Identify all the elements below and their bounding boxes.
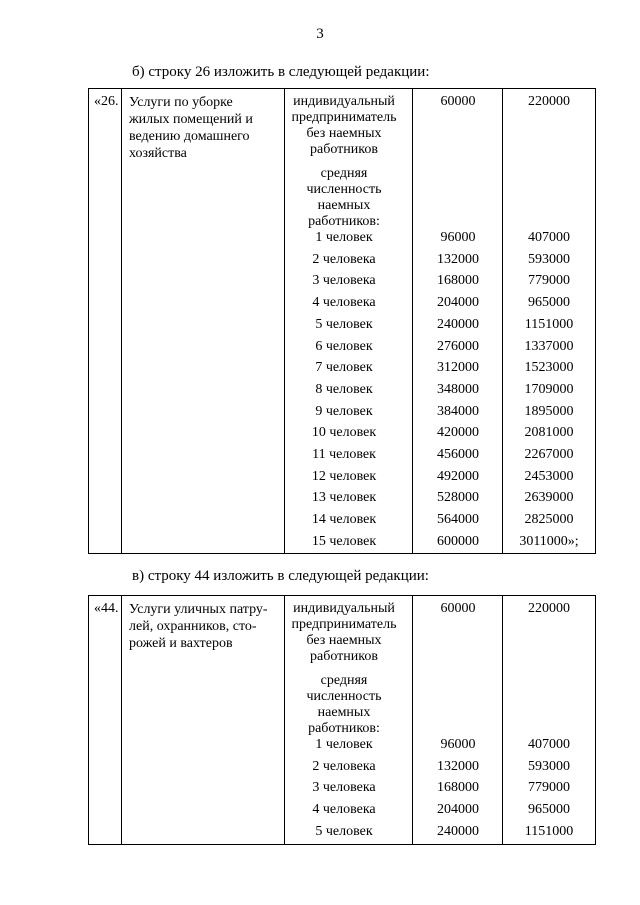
value-2: 779000 [528,273,570,289]
value-1: 168000 [437,273,479,289]
value-2: 1151000 [524,823,574,839]
average-headcount-line: работников: [308,721,380,736]
value-1: 384000 [437,403,479,419]
headcount-label: 12 человек [311,468,377,484]
value-1: 132000 [437,758,479,774]
average-headcount-line: численность [306,689,382,704]
table-row [89,737,595,759]
average-headcount-line: работников: [308,214,380,229]
table-row [89,360,595,382]
value-2: 2453000 [524,468,574,484]
table-row [89,780,595,802]
table-row [89,824,595,846]
table-row [89,534,595,556]
headcount-label: 3 человека [312,273,376,289]
sole-value-2: 220000 [528,94,570,109]
headcount-label: 9 человек [315,403,373,419]
headcount-label: 1 человек [315,230,373,245]
table-row [89,382,595,404]
value-2: 1337000 [524,338,574,354]
value-1: 600000 [437,533,479,549]
table-row [89,490,595,512]
value-2: 1151000 [524,316,574,332]
value-2: 593000 [528,251,570,267]
average-headcount-label [285,166,403,230]
value-1: 204000 [437,295,479,311]
value-1: 240000 [437,316,479,332]
average-headcount-line: численность [306,182,382,197]
value-2: 2267000 [524,447,574,462]
service-name-line: Услуги по уборке [129,95,233,110]
value-2: 965000 [528,802,570,818]
value-1: 132000 [437,251,479,267]
headcount-label: 11 человек [312,447,376,462]
average-headcount-label [285,673,403,737]
value-1: 204000 [437,802,479,818]
sole-proprietor-line: предприниматель [291,110,397,125]
value-2: 1895000 [524,403,574,419]
table-row [89,425,595,447]
sole-proprietor-line: предприниматель [291,617,397,632]
value-2: 2825000 [524,512,574,528]
row-number: «44. [94,601,119,616]
value-1: 276000 [437,338,479,354]
table-row [89,295,595,317]
headcount-label: 7 человек [315,360,373,376]
value-1: 564000 [437,512,479,528]
headcount-label: 5 человек [315,823,373,839]
sole-proprietor-label [285,601,403,665]
value-2: 965000 [528,295,570,311]
table-row [89,230,595,252]
value-2: 3011000»; [519,533,579,549]
table-row [89,759,595,781]
headcount-label: 1 человек [315,737,373,752]
headcount-label: 2 человека [312,251,376,267]
sole-proprietor-line: индивидуальный [293,94,395,109]
table-row [89,802,595,824]
table-row [89,252,595,274]
row-number: «26. [94,94,119,109]
service-name [129,601,284,652]
page-number: 3 [316,26,324,42]
headcount-label: 3 человека [312,780,376,796]
sole-value-2: 220000 [528,601,570,616]
value-2: 407000 [528,230,570,245]
service-name-line: лей, охранников, сто- [129,619,257,634]
headcount-label: 5 человек [315,316,373,332]
value-1: 240000 [437,823,479,839]
value-1: 528000 [437,490,479,506]
service-name [129,94,284,162]
table-row [89,404,595,426]
headcount-label: 14 человек [311,512,377,528]
sole-proprietor-line: работников [310,142,378,157]
sole-value-1: 60000 [440,94,476,109]
headcount-label: 8 человек [315,381,373,397]
value-1: 456000 [437,447,479,462]
headcount-label: 4 человека [312,295,376,311]
value-2: 1709000 [524,381,574,397]
service-name-line: Услуги уличных патру- [129,602,268,617]
value-2: 1523000 [524,360,574,376]
table-row [89,447,595,469]
sole-proprietor-line: индивидуальный [293,601,395,616]
average-headcount-line: наемных [317,705,371,720]
average-headcount-line: средняя [320,673,368,688]
sole-value-1: 60000 [440,601,476,616]
table-row [89,469,595,491]
value-1: 492000 [437,468,479,484]
value-1: 168000 [437,780,479,796]
value-2: 407000 [528,737,570,752]
value-2: 593000 [528,758,570,774]
value-1: 312000 [437,360,479,376]
headcount-label: 13 человек [311,490,377,506]
value-2: 2639000 [524,490,574,506]
service-name-line: рожей и вахтеров [129,636,233,651]
service-name-line: хозяйства [129,146,187,161]
sole-proprietor-line: работников [310,649,378,664]
table-row-26 [88,88,596,554]
service-name-line: жилых помещений и [129,112,253,127]
average-headcount-line: наемных [317,198,371,213]
amendment-paragraph-c: в) строку 44 изложить в следующей редакции: [132,568,429,584]
headcount-label: 10 человек [311,425,377,441]
value-1: 96000 [440,230,476,245]
value-1: 420000 [437,425,479,441]
value-2: 779000 [528,780,570,796]
table-row [89,273,595,295]
headcount-label: 6 человек [315,338,373,354]
table-row-44 [88,595,596,845]
table-row [89,512,595,534]
sole-proprietor-label [285,94,403,158]
headcount-label: 2 человека [312,758,376,774]
table-row [89,339,595,361]
table-row [89,317,595,339]
value-1: 348000 [437,381,479,397]
value-1: 96000 [440,737,476,752]
headcount-label: 4 человека [312,802,376,818]
sole-proprietor-line: без наемных [306,126,382,141]
amendment-paragraph-b: б) строку 26 изложить в следующей редакции: [132,64,430,80]
service-name-line: ведению домашнего [129,129,250,144]
value-2: 2081000 [524,425,574,441]
headcount-label: 15 человек [311,533,377,549]
average-headcount-line: средняя [320,166,368,181]
sole-proprietor-line: без наемных [306,633,382,648]
